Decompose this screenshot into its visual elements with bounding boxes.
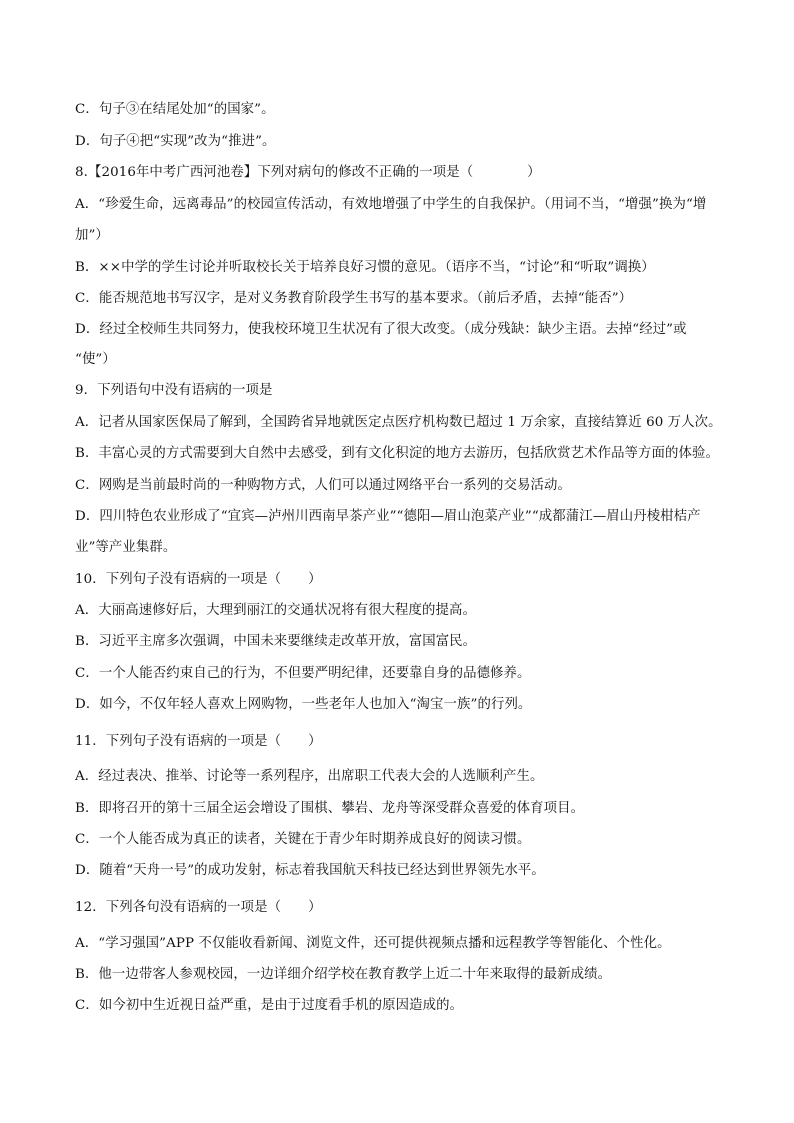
option-a-q8: A．“珍爱生命，远离毒品”的校园宣传活动，有效地增强了中学生的自我保护。（用词不当，“增强”换为“增	[75, 197, 707, 212]
option-b-q9: B．丰富心灵的方式需要到大自然中去感受，到有文化积淀的地方去游历，包括欣赏艺术作品等方面的体验。	[75, 446, 719, 461]
option-c-q12: C．如今初中生近视日益严重，是由于过度看手机的原因造成的。	[75, 998, 464, 1013]
option-d-q11: D．随着“天舟一号”的成功发射，标志着我国航天科技已经达到世界领先水平。	[75, 863, 545, 878]
question-9: 9．下列语句中没有语病的一项是	[75, 383, 273, 398]
option-b-q8: B．××中学的学生讨论并听取校长关于培养良好习惯的意见。（语序不当，“讨论”和“听取”调换）	[75, 260, 655, 275]
option-b-q12: B．他一边带客人参观校园，一边详细介绍学校在教育教学上近二十年来取得的最新成绩。	[75, 967, 612, 982]
option-a-q9: A．记者从国家医保局了解到，全国跨省异地就医定点医疗机构数已超过 1 万余家，直接结算近 60 万人次。	[75, 415, 722, 430]
option-a-q12: A．“学习强国”APP 不仅能收看新闻、浏览文件，还可提供视频点播和远程教学等智能化、个性化。	[75, 936, 671, 951]
option-a-q10: A．大丽高速修好后，大理到丽江的交通状况将有很大程度的提高。	[75, 603, 476, 618]
option-d-q10: D．如今，不仅年轻人喜欢上网购物，一些老年人也加入“淘宝一族”的行列。	[75, 697, 532, 712]
option-c-q7: C．句子③在结尾处加“的国家”。	[75, 102, 275, 117]
question-12: 12．下列各句没有语病的一项是（ ）	[75, 900, 322, 915]
question-8: 8.【2016年中考广西河池卷】下列对病句的修改不正确的一项是（ ）	[75, 165, 541, 180]
option-b-q10: B．习近平主席多次强调，中国未来要继续走改革开放，富国富民。	[75, 634, 477, 649]
option-d-q8: D．经过全校师生共同努力，使我校环境卫生状况有了很大改变。（成分残缺：缺少主语。去掉“经过”或	[75, 322, 687, 337]
option-d-q9-cont: 业”等产业集群。	[75, 540, 177, 555]
option-c-q8: C．能否规范地书写汉字，是对义务教育阶段学生书写的基本要求。（前后矛盾，去掉“能否”）	[75, 291, 633, 306]
option-c-q10: C．一个人能否约束自己的行为，不但要严明纪律，还要靠自身的品德修养。	[75, 666, 531, 681]
option-a-q8-cont: 加”）	[75, 228, 109, 243]
option-c-q11: C．一个人能否成为真正的读者，关键在于青少年时期养成良好的阅读习惯。	[75, 832, 531, 847]
option-d-q8-cont: “使”）	[75, 352, 116, 367]
question-11: 11．下列句子没有语病的一项是（ ）	[75, 734, 322, 749]
option-a-q11: A．经过表决、推举、讨论等一系列程序，出席职工代表大会的人选顺利产生。	[75, 769, 544, 784]
option-d-q7: D．句子④把“实现”改为“推进”。	[75, 134, 276, 149]
option-d-q9: D．四川特色农业形成了“宜宾—泸州川西南早茶产业”“德阳—眉山泡菜产业”“成都蒲江—眉山丹棱柑桔产	[75, 509, 701, 524]
option-b-q11: B．即将召开的第十三届全运会增设了围棋、攀岩、龙舟等深受群众喜爱的体育项目。	[75, 801, 585, 816]
question-10: 10．下列句子没有语病的一项是（ ）	[75, 572, 322, 587]
option-c-q9: C．网购是当前最时尚的一种购物方式，人们可以通过网络平台一系列的交易活动。	[75, 478, 572, 493]
